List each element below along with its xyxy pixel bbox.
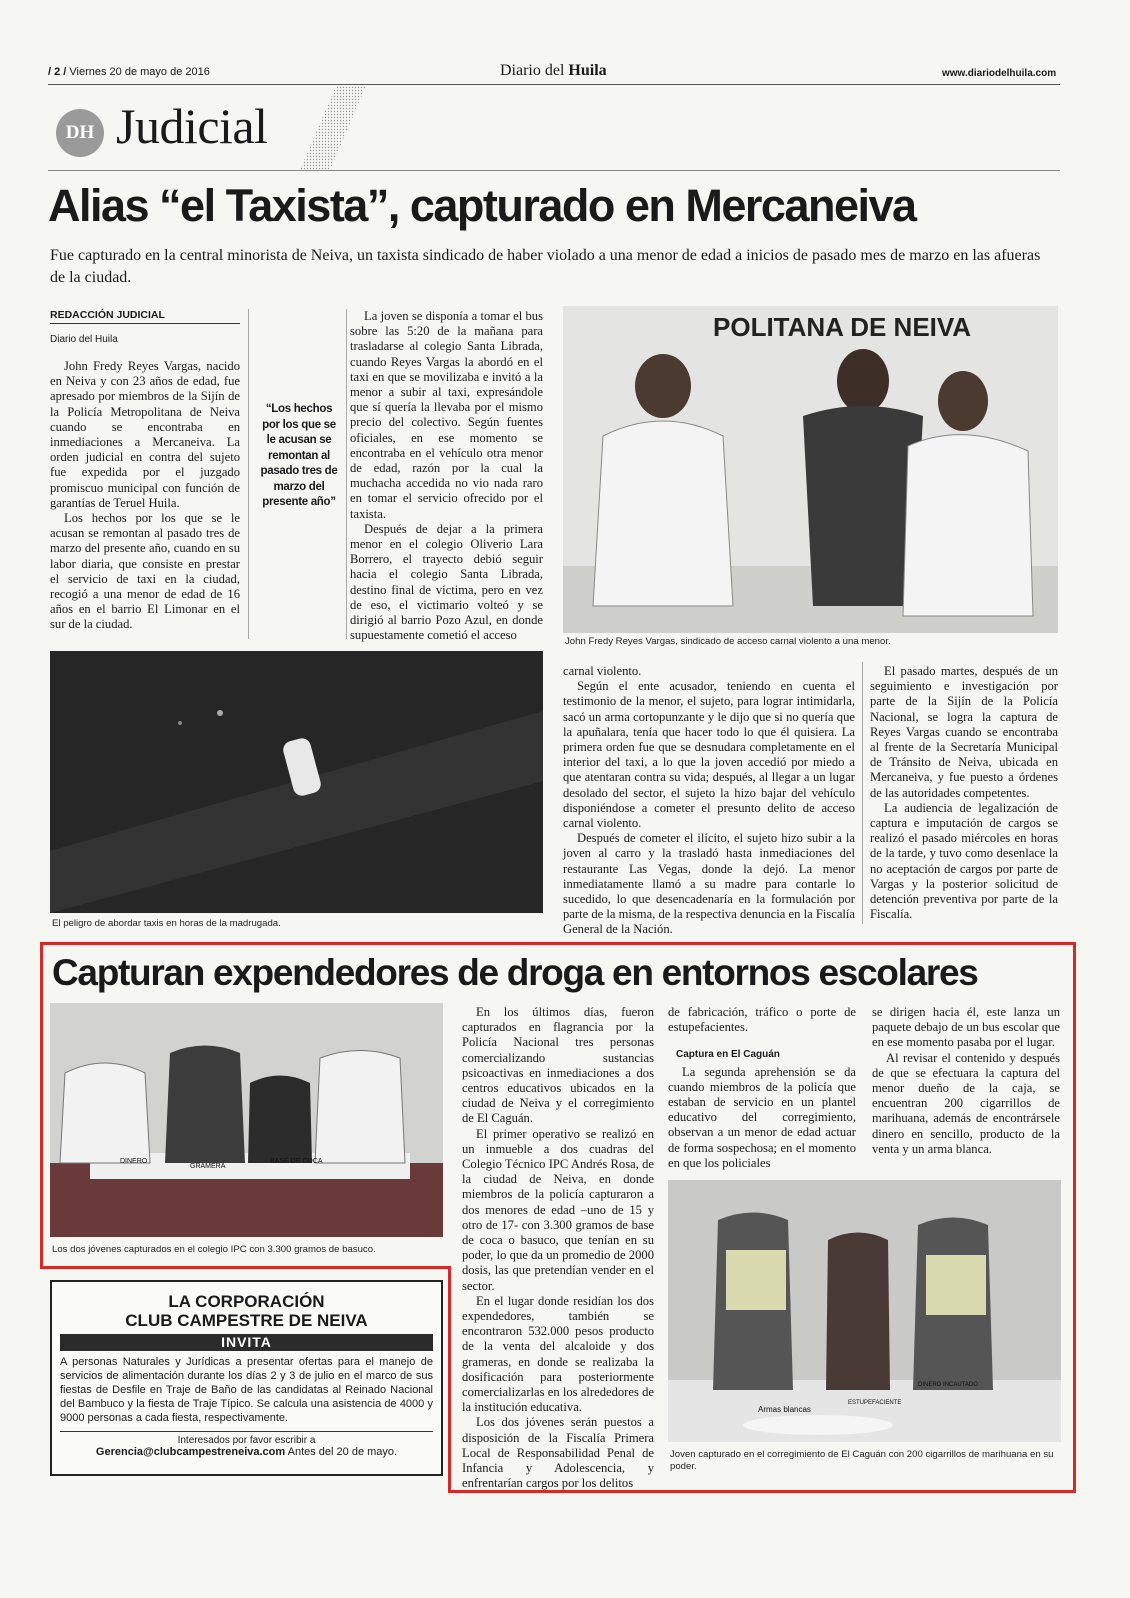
ad-divider [60, 1431, 433, 1432]
suspect-photo-illustration [563, 306, 1058, 633]
highlight-box-step [448, 1266, 451, 1493]
ad-contact [52, 1446, 441, 1458]
photo-label: ESTUPEFACIENTE [848, 1400, 902, 1406]
highlight-box-right [1073, 1266, 1076, 1493]
masthead-bold: Huila [568, 62, 607, 79]
article2-col3 [872, 1005, 1060, 1157]
article2-col1 [462, 1005, 654, 1492]
article1-col2 [350, 309, 543, 643]
paragraph: Después de dejar a la primera menor en el colegio Oliverio Lara Borrero, el trayecto debió seguir hacia el colegio Santa Librada, destino final de víctima, pero en vez de eso, el victimario volteó y se dirigió al barrio Pozo Azul, en donde supuestamente cometió el acceso [350, 521, 543, 643]
ad-banner: INVITA [60, 1334, 433, 1351]
paragraph: de fabricación, tráfico o porte de estupefacientes. [668, 1005, 856, 1035]
article2-photo-caguan [668, 1180, 1061, 1442]
page-number: / 2 / [48, 66, 67, 78]
masthead [500, 62, 607, 80]
article2-photo3-caption: Los dos jóvenes capturados en el colegio IPC con 3.300 gramos de basuco. [52, 1244, 376, 1255]
article1-deck: Fue capturado en la central minorista de Neiva, un taxista sindicado de haber violado a una menor de edad a inicios de pasado mes de marzo en las afueras de la ciudad. [50, 247, 1041, 286]
ad-email-link[interactable]: Gerencia@clubcampestreneiva.com [95, 1446, 286, 1458]
paragraph: La joven se disponía a tomar el bus sobre las 5:20 de la mañana para trasladarse al colegio Santa Librada, cuando Reyes Vargas la abordó en el taxi en que se movilizaba e invitó a la menor a subir al taxi, expresándole que sí quería la llevaba por el mismo precio del colectivo. Según fuentes oficiales, en ese momento se encontraba en el vehículo otra menor de edad, razón por la cual la muchacha accedida no vio nada raro en tomar el servicio ofrecido por el taxista. [350, 309, 543, 521]
page-folio [48, 66, 210, 78]
paragraph: Los hechos por los que se le acusan se remontan al pasado tres de marzo del presente año, cuando en su labor diaria, que consiste en prestar el servicio de taxi en la ciudad, recogió a una menor de edad de 16 años en el barrio El Limonar en el sur de la ciudad. [50, 511, 240, 632]
paragraph: El pasado martes, después de un seguimiento e investigación por parte de la Sijín de la Policía Nacional, se logra la captura de Reyes Vargas cuando se encontraba al frente de la Secretaría Municipal de Tránsito de Neiva, ubicada en Mercaneiva, y fue puesto a órdenes de las autoridades competentes. [870, 664, 1058, 800]
ipc-photo-illustration [50, 1003, 443, 1237]
photo-label: BASE DE COCA [270, 1158, 323, 1165]
paragraph: se dirigen hacia él, este lanza un paquete debajo de un bus escolar que en ese momento pasaba por el lugar. [872, 1005, 1060, 1050]
article2-headline: Capturan expendedores de droga en entornos escolares [52, 952, 978, 993]
article2-subhead: Captura en El Caguán [676, 1049, 780, 1061]
ad-title-line1: LA CORPORACIÓN [168, 1292, 325, 1311]
website-url: www.diariodelhuila.com [942, 68, 1057, 79]
column-rule [346, 309, 347, 639]
paragraph: Al revisar el contenido y después de que se efectuara la captura del menor dueño de la caja, se encuentran 200 cigarrillos de marihuana, además de encontrársele dinero en sencillo, producto de la venta y un arma blanca. [872, 1050, 1060, 1156]
paragraph: John Fredy Reyes Vargas, nacido en Neiva y con 23 años de edad, fue apresado por miembros de la Sijín de la Policía Metropolitana de Neiva cuando se encontraba en inmediaciones a Mercaneiva. La orden judicial en contra del sujeto fue expedida por el juzgado promiscuo municipal con función de garantías de Teruel Huila. [50, 359, 240, 510]
article1-col3 [563, 664, 855, 938]
paragraph: La segunda aprehensión se da cuando miembros de la policía que estaban de servicio en un plantel educativo del corregimiento, observan a un menor de edad actuar de forma sospechosa; en el momento en que los policiales [668, 1064, 856, 1170]
masthead-text: Diario del [500, 62, 565, 79]
article1-headline: Alias “el Taxista”, capturado en Mercaneiva [48, 180, 916, 231]
ad-contact-intro: Interesados por favor escribir a [177, 1435, 316, 1446]
section-ornament-icon [300, 86, 370, 170]
ad-deadline: Antes del 20 de mayo. [287, 1446, 398, 1458]
paragraph: carnal violento. [563, 664, 642, 678]
ad-title-line2: CLUB CAMPESTRE DE NEIVA [125, 1311, 368, 1330]
taxi-photo-illustration [50, 651, 543, 913]
photo-label: DINERO [120, 1158, 148, 1165]
article1-photo2-caption: El peligro de abordar taxis en horas de la madrugada. [52, 918, 281, 929]
paragraph: Según el ente acusador, teniendo en cuenta el testimonio de la menor, el sujeto, para lograr intimidarla, sacó un arma cortopunzante y le dijo que si no quería que la apuñalara, tenía que hacer todo lo que él quisiera. La primera orden fue que se desnudara completamente en el interior del taxi, a lo que la joven accedió por miedo a que atentaran contra su vida; después, al llegar a un lugar desolado del sector, el sujeto la hizo bajar del vehículo disponiéndose a cometer el presunto delito de acceso carnal violento. [563, 679, 855, 831]
page-date: Viernes 20 de mayo de 2016 [69, 66, 210, 78]
photo-label: DINERO INCAUTADO [918, 1382, 978, 1388]
caguan-photo-illustration [668, 1180, 1061, 1442]
ad-body: A personas Naturales y Jurídicas a presentar ofertas para el manejo de servicios de alimentación durante los días 2 y 3 de julio en el marco de sus fiestas de Desfile en Traje de Baño de las candidatas al Reinado Nacional del Bambuco y la fiesta de Traje Típico. Se calcula una asistencia de 4000 y 9000 personas a cada fiesta, respectivamente. [60, 1356, 433, 1424]
paragraph: La audiencia de legalización de captura e imputación de cargos se realizó el pasado miércoles en horas de la tarde, y tuvo como desenlace la no aceptación de cargos por parte de Vargas y la posterior solicitud de detención preventiva por parte de la Fiscalía. [870, 800, 1058, 922]
club-ad [50, 1280, 443, 1476]
article1-pull-quote: “Los hechos por los que se le acusan se remontan al pasado tres de marzo del presente año” [260, 403, 338, 508]
paragraph: El primer operativo se realizó en un inmueble a dos cuadras del Colegio Técnico IPC Andrés Rosa, de la ciudad de Neiva, en donde miembros de la policía capturaron a dos menores de edad –uno de 15 y otro de 17- con 3.300 gramos de base de coca o basuco, que tenían en su poder, lo que da un promedio de 2000 dosis, las que pretendían vender en el sector. [462, 1126, 654, 1293]
article1-photo-taxi [50, 651, 543, 913]
column-rule [248, 309, 249, 639]
article1-source: Diario del Huila [50, 334, 118, 345]
header-rule [48, 84, 1060, 85]
highlight-box-step [40, 1266, 451, 1269]
photo-label: Armas blancas [758, 1405, 811, 1414]
article1-photo-suspect [563, 306, 1058, 633]
section-rule [48, 170, 1060, 171]
paragraph: En los últimos días, fueron capturados en flagrancia por la Policía Nacional tres personas comercializando sustancias psicoactivas en inmediaciones a dos centros educativos ubicados en la ciudad de Neiva y el corregimiento de El Caguán. [462, 1005, 654, 1126]
article1-byline: REDACCIÓN JUDICIAL [50, 309, 240, 324]
column-rule [862, 662, 863, 924]
photo-label: GRAMERA [190, 1163, 226, 1170]
article1-photo1-caption: John Fredy Reyes Vargas, sindicado de acceso carnal violento a una menor. [565, 636, 891, 647]
article2-photo-ipc [50, 1003, 443, 1237]
photo-backdrop-text: POLITANA DE NEIVA [713, 312, 972, 342]
article1-col1 [50, 359, 240, 633]
article1-col4 [870, 664, 1058, 922]
paragraph: Después de cometer el ilícito, el sujeto hizo subir a la joven al carro y la trasladó hasta inmediaciones del restaurante Las Vegas, donde la dejó. La menor inmediatamente llamó a su madre para contarle lo sucedido, lo que desencadenaría en la formulación por parte de la misma, de la respectiva denuncia en la Fiscalía General de la Nación. [563, 831, 855, 937]
article2-col2 [668, 1005, 856, 1171]
section-title: Judicial [116, 98, 268, 154]
dh-logo-icon: DH [56, 109, 104, 157]
article2-photo4-caption: Joven capturado en el corregimiento de El Caguán con 200 cigarrillos de marihuana en su poder. [670, 1449, 1054, 1472]
paragraph: En el lugar donde residían los dos expendedores, también se encontraron 532.000 pesos producto de la venta del alcaloide y dos grameras, en donde se realizaba la dosificación para posteriormente comercializarlas en los alrededores de la institución educativa. [462, 1293, 654, 1415]
paragraph: Los dos jóvenes serán puestos a disposición de la Fiscalía Primera Local de Responsabilidad Penal de Infancia y Adolescencia, y enfrentarían cargos por los delitos [462, 1415, 654, 1491]
